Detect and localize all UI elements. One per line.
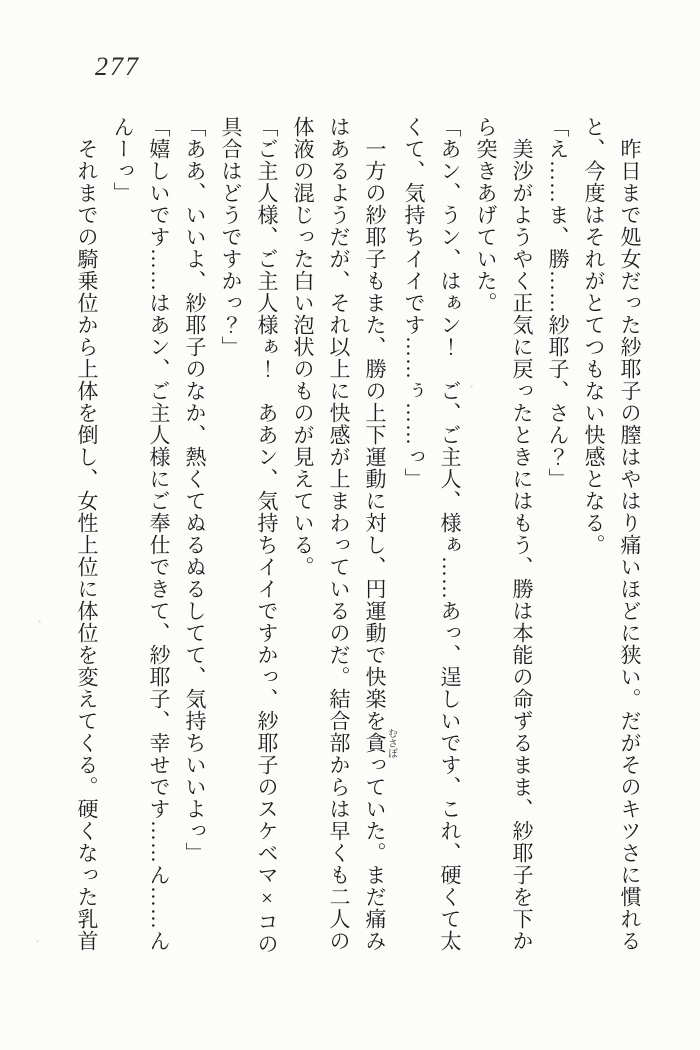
text-line-13: 「ああ、いいよ、紗耶子のなか、熱くてぬるぬるしてて、気持ちいいよっ」	[183, 116, 207, 864]
ruby-annotation	[363, 728, 397, 758]
text-line-7: くて、気持ちイイです……ぅ……っ」	[402, 116, 426, 490]
page-number: 277	[95, 52, 140, 81]
scan-speck	[36, 940, 39, 943]
text-line-12: 具合はどうですかっ？」	[219, 116, 243, 358]
text-line-5: ら突きあげていた。	[474, 116, 498, 314]
scan-speck	[470, 385, 473, 388]
text-line-4: 美沙がようやく正気に戻ったときにはもう、勝は本能の命ずるまま、紗耶子を下か	[510, 116, 534, 952]
text-line-10: 体液の混じった白い泡状のものが見えている。	[291, 116, 315, 578]
text-line-3: 「え……ま、勝……紗耶子、さん？」	[546, 116, 570, 490]
text-line-16: それまでの騎乗位から上体を倒し、女性上位に体位を変えてくる。硬くなった乳首	[75, 116, 99, 952]
scan-speck	[38, 620, 41, 623]
text-line-9: はあるようだが、それ以上に快感が上まわっているのだ。結合部からは早くも二人の	[327, 116, 351, 952]
text-line-8	[357, 116, 396, 966]
text-line-8-pre: 一方の紗耶子もまた、勝の上下運動に対し、円運動で快楽を	[363, 116, 387, 732]
text-line-1: 昨日まで処女だった紗耶子の膣はやはり痛いほどに狭い。だがそのキツさに慣れる	[618, 116, 642, 952]
ruby-base: 貪	[363, 728, 387, 758]
text-line-8-post: っていた。まだ痛み	[363, 754, 387, 952]
text-line-6: 「あン、うン、はぁン！ ご、ご主人、様ぁ……あっ、逞しいです、これ、硬くて太	[438, 116, 462, 952]
text-line-15: んーっ」	[111, 116, 135, 204]
ruby-text: むさぼ	[385, 728, 397, 758]
text-line-14: 「嬉しいです……はあン、ご主人様にご奉仕できて、紗耶子、幸せです……ん……ん	[147, 116, 171, 952]
text-line-2: と、今度はそれがとてつもない快感となる。	[582, 116, 606, 556]
text-line-11: 「ご主人様、ご主人様ぁ！ ああン、気持ちイイですかっ、紗耶子のスケベマ×コの	[255, 116, 279, 955]
text-area	[69, 116, 648, 966]
